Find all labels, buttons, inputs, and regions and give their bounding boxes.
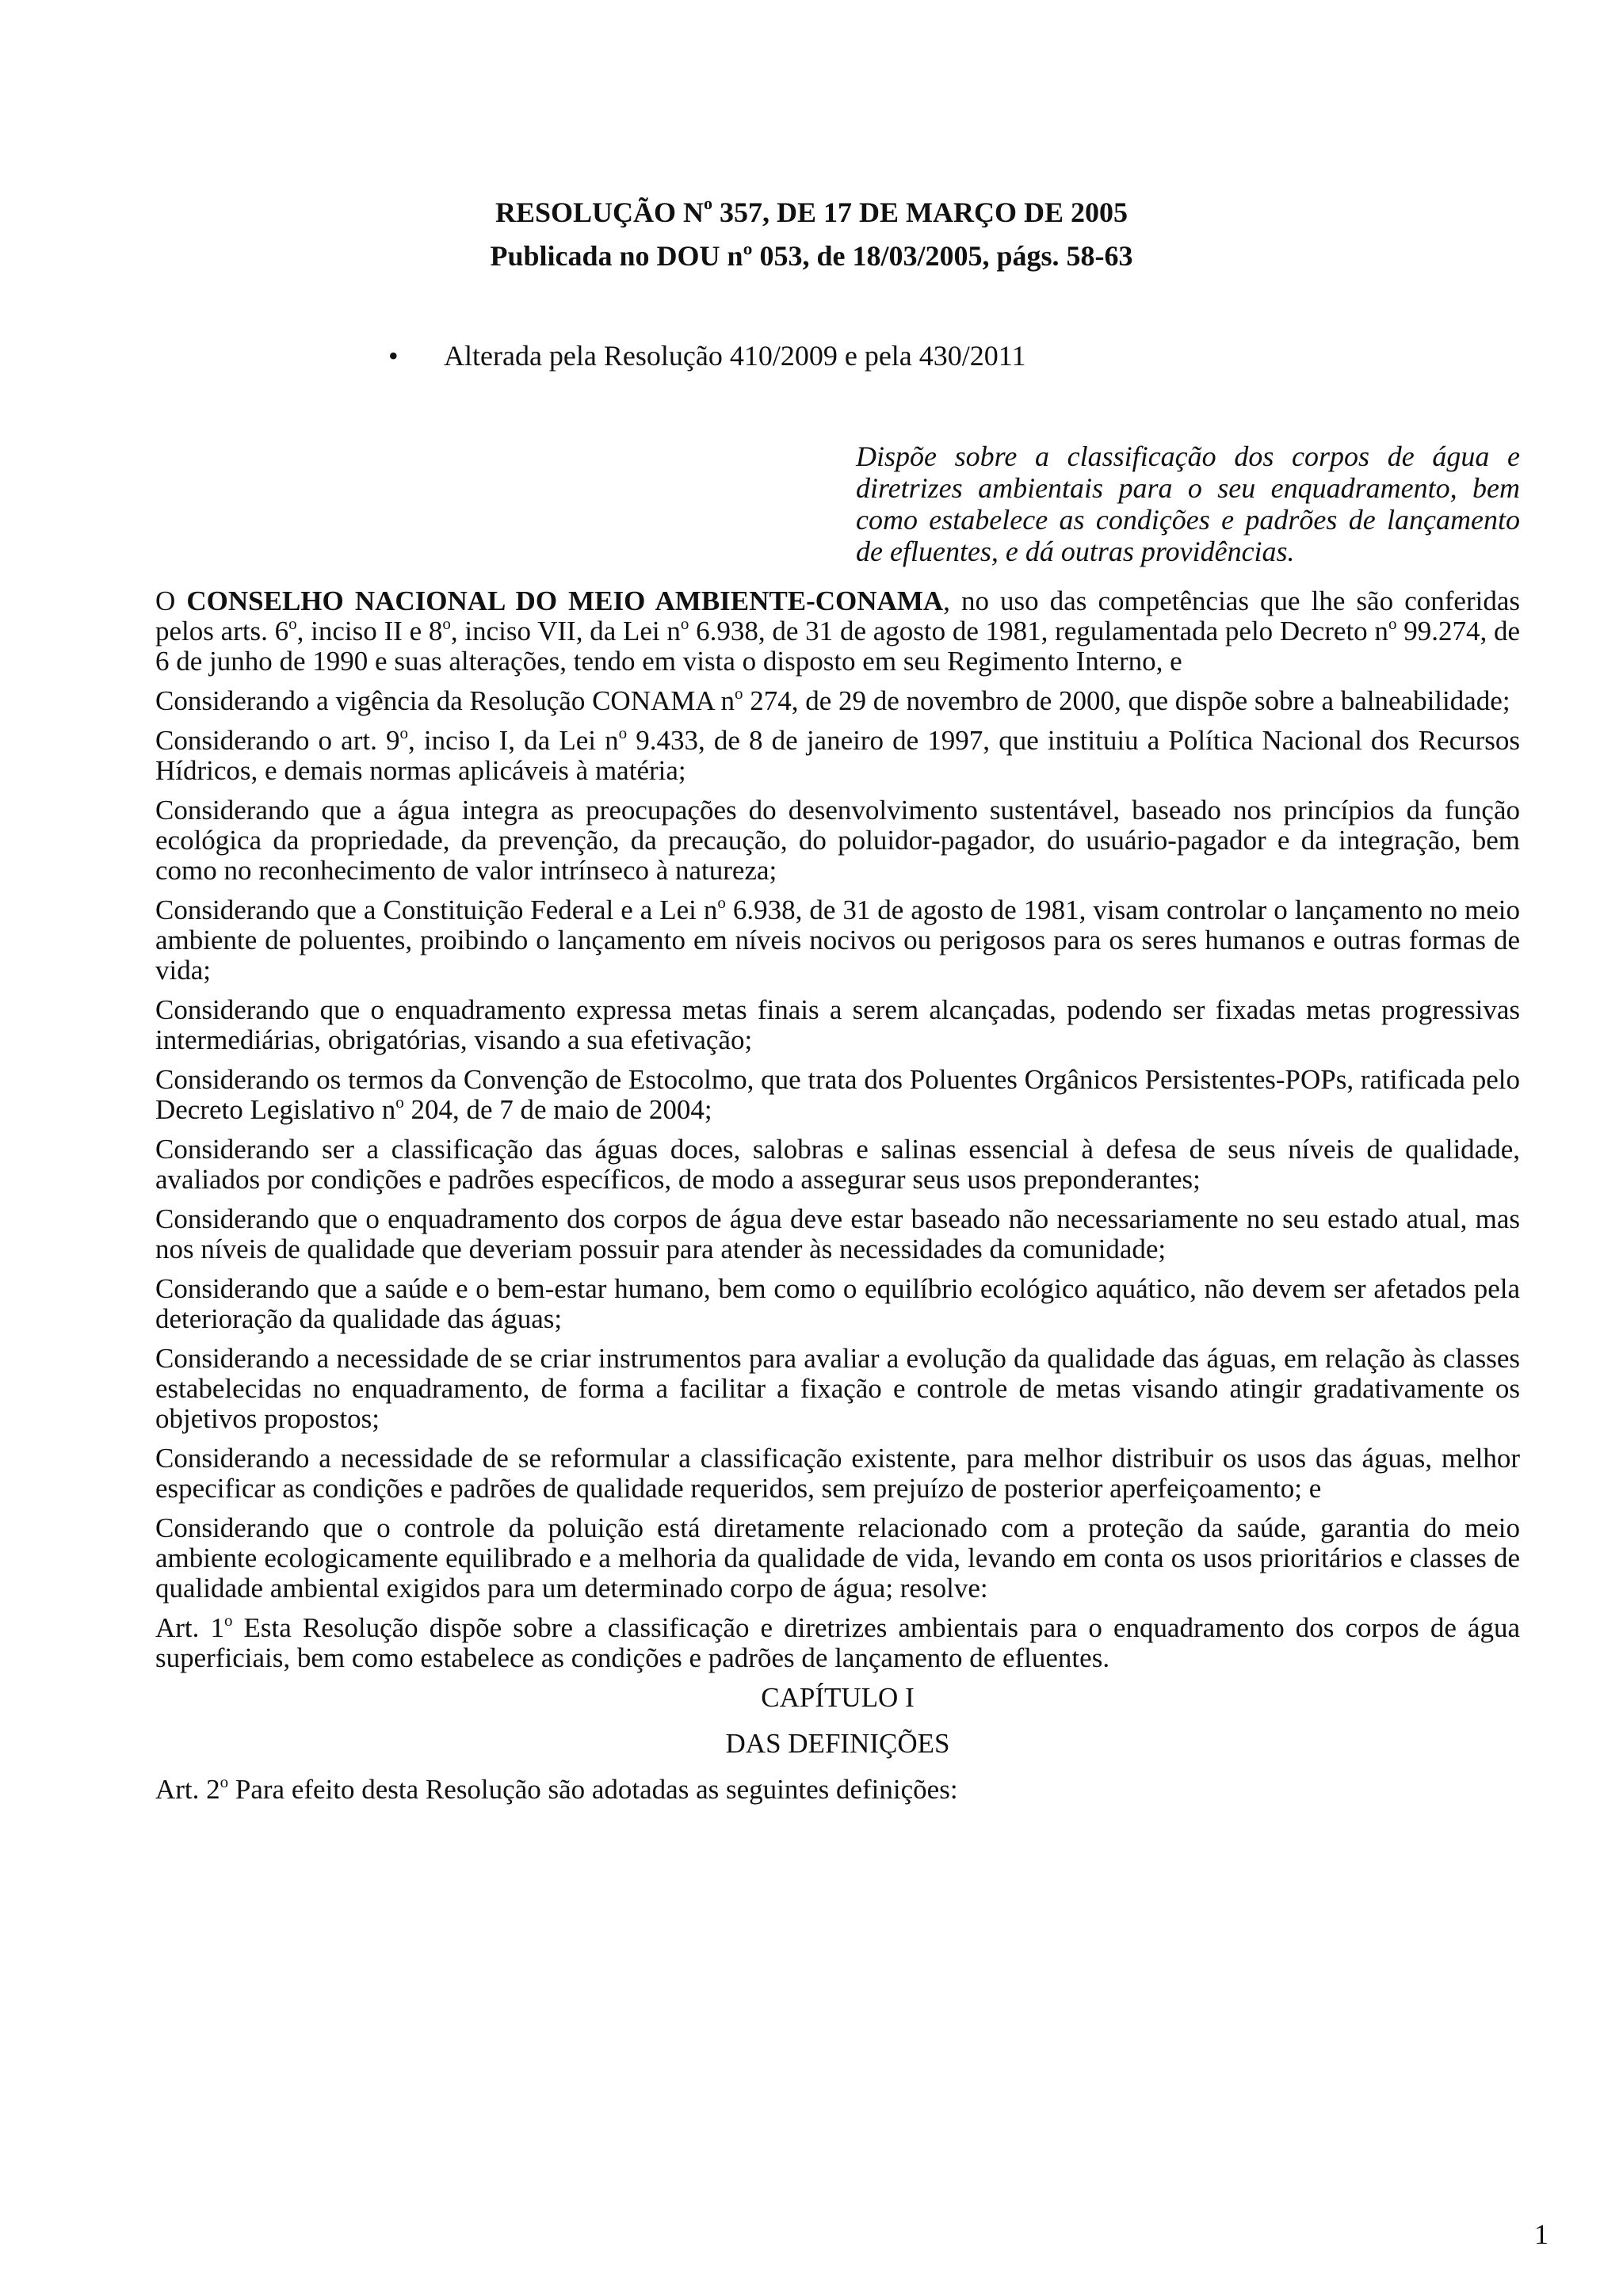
document-body <box>155 586 1520 1814</box>
considerando-paragraph: Considerando a necessidade de se reformular a classificação existente, para melhor distribuir os usos das águas, melhor especificar as condições e padrões de qualidade requeridos, sem prejuízo de posterior aperfeiçoamento; e <box>155 1443 1520 1504</box>
amendment-note <box>388 339 1025 372</box>
chapter-title: DAS DEFINIÇÕES <box>725 1728 950 1759</box>
considerando-paragraph: Considerando que a saúde e o bem-estar humano, bem como o equilíbrio ecológico aquático, não devem ser afetados pela deterioração da qualidade das águas; <box>155 1273 1520 1334</box>
article-2: Art. 2$^o$ Para efeito desta Resolução são adotadas as seguintes definições: <box>155 1772 958 1805</box>
considerando-paragraph: Considerando a necessidade de se criar instrumentos para avaliar a evolução da qualidade das águas, em relação às classes estabelecidas no enquadramento, de forma a facilitar a fixação e controle de metas visando atingir gradativamente os objetivos propostos; <box>155 1343 1520 1434</box>
considerando-paragraph: Considerando a vigência da Resolução CONAMA $n^o$ 274, de 29 de novembro de 2000, que dispõe sobre a balneabilidade; <box>155 684 1510 716</box>
considerando-paragraph: Considerando o art. 9$^o$, inciso I, da Lei $n^o$ 9.433, de 8 de janeiro de 1997, que instituiu a Política Nacional dos Recursos Hídricos, e demais normas aplicáveis à matéria; <box>155 723 1521 786</box>
preamble-paragraph: O CONSELHO NACIONAL DO MEIO AMBIENTE-CONAMA, no uso das competências que lhe são conferidas pelos arts. 6$^o$, inciso II e 8$^o$, inciso VII, da Lei $n^o$ 6.938, de 31 de agosto de 1981, regulamentada pelo Decreto $n^o$ 99.274, de 6 de junho de 1990 e suas alterações, tendo em vista o disposto em seu Regimento Interno, e <box>155 585 1520 677</box>
considerando-paragraph: Considerando que a água integra as preocupações do desenvolvimento sustentável, baseado nos princípios da função ecológica da propriedade, da prevenção, da precaução, do poluidor-pagador, do usuário-pagador e da integração, bem como no reconhecimento de valor intrínseco à natureza; <box>155 795 1520 886</box>
considerando-paragraph: Considerando que o controle da poluição está diretamente relacionado com a proteção da saúde, garantia do meio ambiente ecologicamente equilibrado e a melhoria da qualidade de vida, levando em conta os usos prioritários e classes de qualidade ambiental exigidos para um determinado corpo de água; resolve: <box>155 1512 1520 1604</box>
ementa-summary: Dispõe sobre a classificação dos corpos de água e diretrizes ambientais para o seu enquadramento, bem como estabelece as condições e padrões de lançamento de efluentes, e dá outras providências. <box>856 441 1520 567</box>
resolution-title: RESOLUÇÃO $N^o$ 357, DE 17 DE MARÇO DE 2005 <box>495 193 1128 228</box>
page-number: 1 <box>1534 2218 1549 2250</box>
considerando-paragraph: Considerando que a Constituição Federal e a Lei $n^o$ 6.938, de 31 de agosto de 1981, visam controlar o lançamento no meio ambiente de poluentes, proibindo o lançamento em níveis nocivos ou perigosos para os seres humanos e outras formas de vida; <box>155 893 1520 986</box>
considerando-paragraph: Considerando os termos da Convenção de Estocolmo, que trata dos Poluentes Orgânicos Persistentes-POPs, ratificada pelo Decreto Legislativo $n^o$ 204, de 7 de maio de 2004; <box>155 1064 1520 1125</box>
amendment-link-text: Alterada pela Resolução 410/2009 e pela 430/2011 <box>444 340 1026 372</box>
chapter-number: CAPÍTULO I <box>761 1682 915 1713</box>
considerando-paragraph: Considerando ser a classificação das águas doces, salobras e salinas essencial à defesa de seus níveis de qualidade, avaliados por condições e padrões específicos, de modo a assegurar seus usos preponderantes; <box>155 1134 1520 1195</box>
article-1: Art. 1$^o$ Esta Resolução dispõe sobre a classificação e diretrizes ambientais para o enquadramento dos corpos de água superficiais, bem como estabelece as condições e padrões de lançamento de efluentes. <box>155 1611 1521 1673</box>
considerando-paragraph: Considerando que o enquadramento expressa metas finais a serem alcançadas, podendo ser fixadas metas progressivas intermediárias, obrigatórias, visando a sua efetivação; <box>155 994 1520 1055</box>
publication-info: Publicada no DOU nº 053, de 18/03/2005, págs. 58-63 <box>490 240 1133 272</box>
considerando-paragraph: Considerando que o enquadramento dos corpos de água deve estar baseado não necessariamente no seu estado atual, mas nos níveis de qualidade que deveriam possuir para atender às necessidades da comunidade; <box>155 1203 1520 1264</box>
bullet-icon: • <box>388 340 399 372</box>
